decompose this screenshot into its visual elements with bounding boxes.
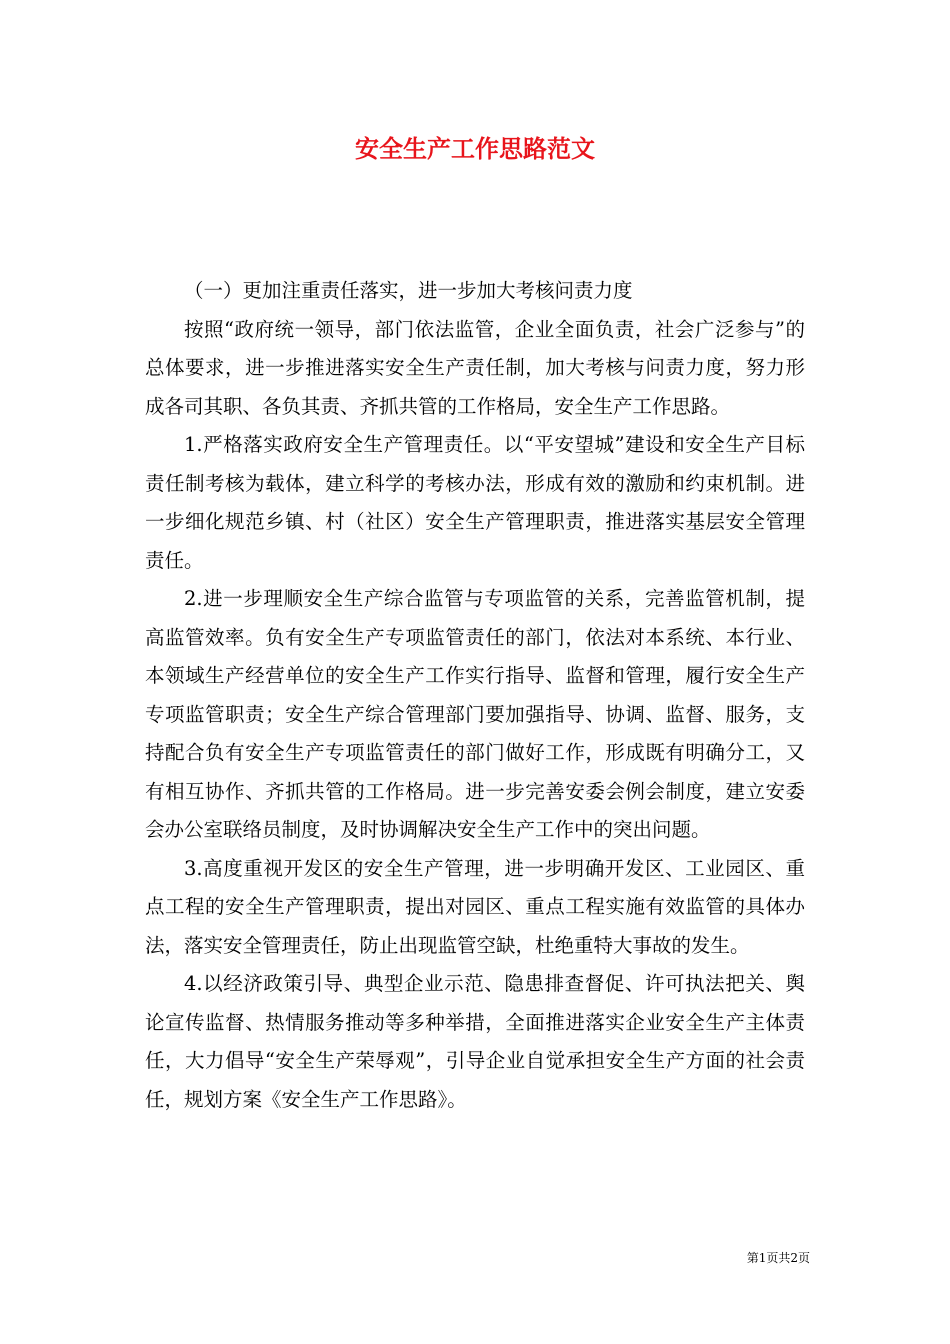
paragraph-item-4: 4.以经济政策引导、典型企业示范、隐患排查督促、许可执法把关、舆论宣传监督、热情服务推动等多种举措，全面推进落实企业安全生产主体责任，大力倡导“安全生产荣辱观”，引导企业自觉承担安全生产方面的社会责任，规划方案《安全生产工作思路》。 — [145, 972, 805, 1111]
document-body — [145, 272, 805, 1119]
paragraph-item-2: 2.进一步理顺安全生产综合监管与专项监管的关系，完善监管机制，提高监管效率。负有安全生产专项监管责任的部门，依法对本系统、本行业、本领域生产经营单位的安全生产工作实行指导、监督和管理，履行安全生产专项监管职责；安全生产综合管理部门要加强指导、协调、监督、服务，支持配合负有安全生产专项监管责任的部门做好工作，形成既有明确分工，又有相互协作、齐抓共管的工作格局。进一步完善安委会例会制度，建立安委会办公室联络员制度，及时协调解决安全生产工作中的突出问题。 — [145, 587, 805, 841]
document-title: 安全生产工作思路范文 — [355, 134, 595, 163]
paragraph-intro: 按照“政府统一领导，部门依法监管，企业全面负责，社会广泛参与”的总体要求，进一步推进落实安全生产责任制，加大考核与问责力度，努力形成各司其职、各负其责、齐抓共管的工作格局，安全生产工作思路。 — [145, 317, 805, 418]
section-heading: （一）更加注重责任落实，进一步加大考核问责力度 — [184, 279, 633, 302]
paragraph-item-1: 1.严格落实政府安全生产管理责任。以“平安望城”建设和安全生产目标责任制考核为载体，建立科学的考核办法，形成有效的激励和约束机制。进一步细化规范乡镇、村（社区）安全生产管理职责，推进落实基层安全管理责任。 — [145, 433, 805, 572]
paragraph-item-3: 3.高度重视开发区的安全生产管理，进一步明确开发区、工业园区、重点工程的安全生产管理职责，提出对园区、重点工程实施有效监管的具体办法，落实安全管理责任，防止出现监管空缺，杜绝重特大事故的发生。 — [145, 856, 805, 957]
page-number: 第1页共2页 — [746, 1251, 810, 1265]
